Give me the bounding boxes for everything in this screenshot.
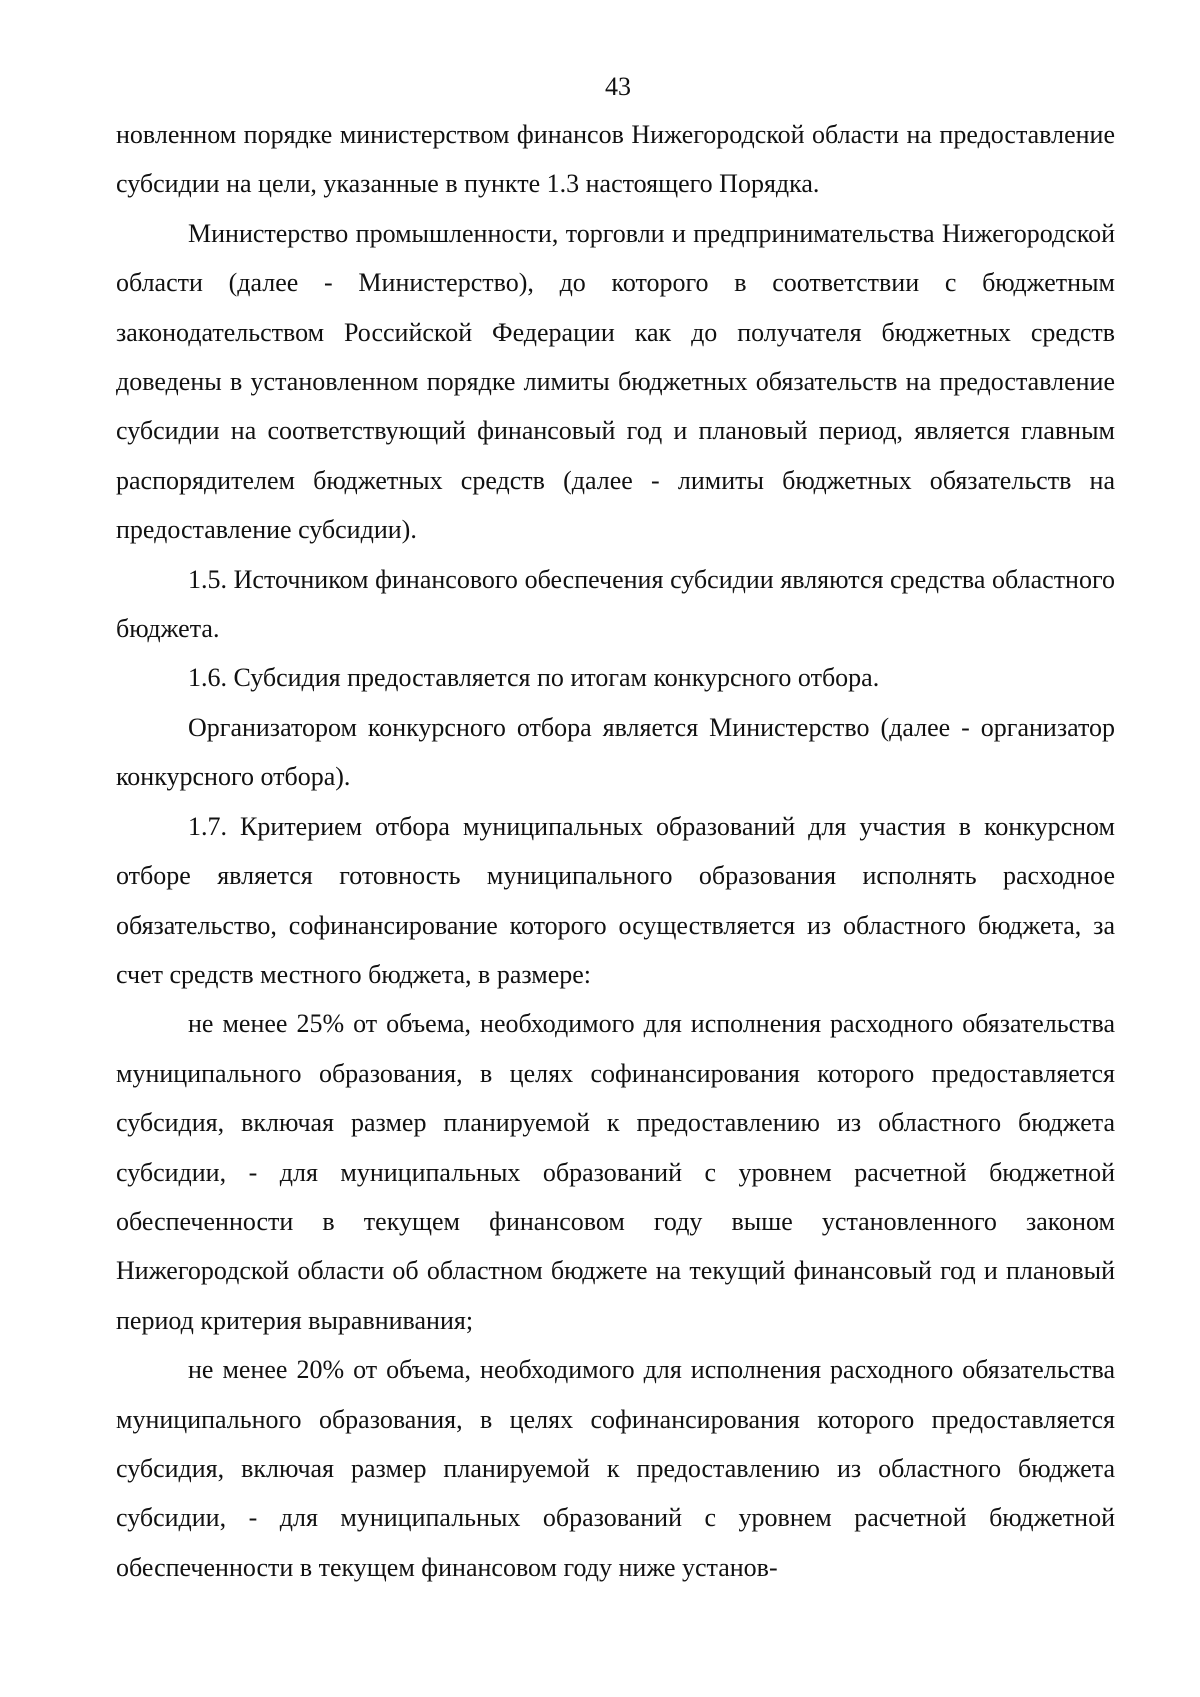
paragraph-organizer: Организатором конкурсного отбора является Министерство (далее - организатор конкурсного отбора). <box>116 712 1115 792</box>
paragraph-clause-1-6: 1.6. Субсидия предоставляется по итогам конкурсного отбора. <box>188 663 880 693</box>
paragraph-criterion-20: не менее 20% от объема, необходимого для исполнения расходного обязательства муниципального образования, в целях софинансирования которого предоставляется субсидия, включая размер планируемой к предоставлению из областного бюджета субсидии, - для муниципальных образований с уровнем расчетной бюджетной обеспеченности в текущем финансовом году ниже установ- <box>116 1355 1115 1582</box>
paragraph-continuation: новленном порядке министерством финансов Нижегородской области на предоставление субсидии на цели, указанные в пункте 1.3 настоящего Порядка. <box>116 120 1115 199</box>
page-number: 43 <box>605 72 631 101</box>
paragraph-clause-1-5: 1.5. Источником финансового обеспечения субсидии являются средства областного бюджета. <box>116 564 1115 644</box>
paragraph-clause-1-7: 1.7. Критерием отбора муниципальных образований для участия в конкурсном отборе является готовность муниципального образования исполнять расходное обязательство, софинансирование которого осуществляется из областного бюджета, за счет средств местного бюджета, в размере: <box>116 811 1115 989</box>
paragraph-criterion-25: не менее 25% от объема, необходимого для исполнения расходного обязательства муниципального образования, в целях софинансирования которого предоставляется субсидия, включая размер планируемой к предоставлению из областного бюджета субсидии, - для муниципальных образований с уровнем расчетной бюджетной обеспеченности в текущем финансовом году выше установленного законом Нижегородской области об областном бюджете на текущий финансовый год и плановый период критерия выравнивания; <box>116 1009 1115 1335</box>
paragraph-ministry: Министерство промышленности, торговли и предпринимательства Нижегородской области (далее - Министерство), до которого в соответствии с бюджетным законодательством Российской Федерации как до получателя бюджетных средств доведены в установленном порядке лимиты бюджетных обязательств на предоставление субсидии на соответствующий финансовый год и плановый период, является главным распорядителем бюджетных средств (далее - лимиты бюджетных обязательств на предоставление субсидии). <box>116 218 1115 545</box>
document-body <box>116 110 1115 1592</box>
